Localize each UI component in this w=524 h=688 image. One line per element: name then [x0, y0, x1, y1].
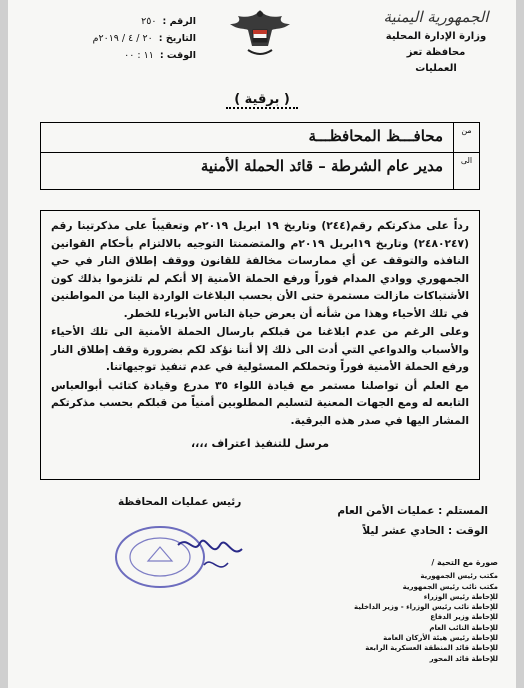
to-label: الى: [453, 153, 479, 189]
republic-name: الجمهورية اليمنية: [383, 8, 489, 26]
telegram-title: ( برقية ): [8, 92, 516, 107]
to-row: [41, 153, 479, 189]
list-item: مكتب نائب رئيس الجمهورية: [402, 582, 498, 591]
from-row: [41, 123, 479, 153]
receiver-row: المستلم : عمليات الأمن العام: [337, 505, 488, 517]
message-body: [40, 210, 480, 480]
ref-number: ٢٥٠: [141, 16, 157, 27]
sent-note: مرسل للتنفيذ اعتراف ،،،،: [190, 437, 330, 450]
letterhead-right: [376, 8, 496, 74]
list-item: مكتب رئيس الجمهورية: [420, 572, 498, 581]
department-name: العمليات: [415, 63, 457, 74]
ministry-name: وزارة الإدارة المحلية: [385, 31, 487, 42]
address-table: [40, 122, 480, 190]
copies-title: صورة مع التحية /: [431, 558, 498, 567]
receive-time-value: الحادي عشر ليلاً: [362, 525, 445, 537]
paragraph-3: مع العلم أن تواصلنا مستمر مع قيادة اللواء ٣٥ مدرع وقيادة كتائب أبوالعباس التابعه له ومع الجهات المعنية لتسليم المطلوبين أمنياً من قبلكم بحسب مذكرتكم المشار اليها في صدر هذه البرقية.: [51, 378, 469, 427]
copies-list: [198, 558, 498, 664]
reference-block: [66, 16, 196, 67]
receive-time-row: الوقت : الحادي عشر ليلاً: [362, 525, 488, 537]
list-item: للإحاطة قائد المحور: [429, 654, 498, 663]
list-item: للإحاطة وزير الدفاع: [430, 613, 498, 622]
from-label: من: [453, 123, 479, 152]
list-item: للإحاطة رئيس هيئة الأركان العامة: [383, 634, 498, 643]
list-item: للإحاطة النائب العام: [429, 623, 498, 632]
date-value: ٢٠ / ٤ / ٢٠١٩م: [92, 33, 153, 44]
governorate-name: محافظة تعز: [406, 47, 466, 58]
receiver-block: [258, 505, 488, 545]
to-value: مدير عام الشرطة – قائد الحملة الأمنية: [200, 157, 443, 175]
list-item: للإحاطة قائد المنطقة العسكرية الرابعة: [365, 644, 498, 653]
ref-row: الرقم :٢٥٠: [141, 16, 196, 27]
time-value: ١١ : ٠٠: [124, 50, 154, 61]
signatory-title: رئيس عمليات المحافظة: [118, 496, 242, 508]
paragraph-1: رداً على مذكرتكم رقم(٢٤٤) وتاريخ ١٩ ابريل ٢٠١٩م وتعقيباً على مذكرتينا رقم (٢٤٨٠٢٤٧) وتاريخ ١٩ابريل ٢٠١٩م والمتضمنتا التوجيه بالالتزام بأحكام القوانين النافذه والتوقف عن أي ممارسات مخالفة للقانون ووقف إطلاق النار في حي الجمهوري ووادي المدام فوراً ورفع الحملة الأمنية إلا أنكم لم تلتزموا بذلك كون الأشتباكات مازالت مستمرة حتى الأن بحسب البلاغات الواردة الينا من المواطنين في تلك الأحياء وهذا من شأنه أن يعرض حياة الناس الأبرياء للخطر.: [51, 219, 470, 320]
date-row: التاريخ :٢٠ / ٤ / ٢٠١٩م: [92, 33, 196, 44]
list-item: للإحاطة نائب رئيس الوزراء - وزير الداخلية: [354, 603, 498, 612]
receiver-value: عمليات الأمن العام: [337, 505, 435, 517]
telegram-document: [8, 0, 516, 688]
eagle-emblem-icon: [226, 6, 294, 62]
time-row: الوقت :١١ : ٠٠: [124, 50, 196, 61]
paragraph-2: وعلى الرغم من عدم ابلاغنا من قبلكم بارسال الحملة الأمنية الى تلك الأحياء والأسباب والدواعي التي أدت الى ذلك إلا أننا نؤكد لكم بضرورة وقف إطلاق النار ورفع الحملة الأمنية فوراً وتحملكم المسئولية في عدم تنفيذ توجيهاتنا.: [51, 325, 469, 373]
from-value: محافـــظ المحافظـــة: [308, 127, 443, 145]
list-item: للإحاطة رئيس الوزراء: [423, 592, 498, 601]
